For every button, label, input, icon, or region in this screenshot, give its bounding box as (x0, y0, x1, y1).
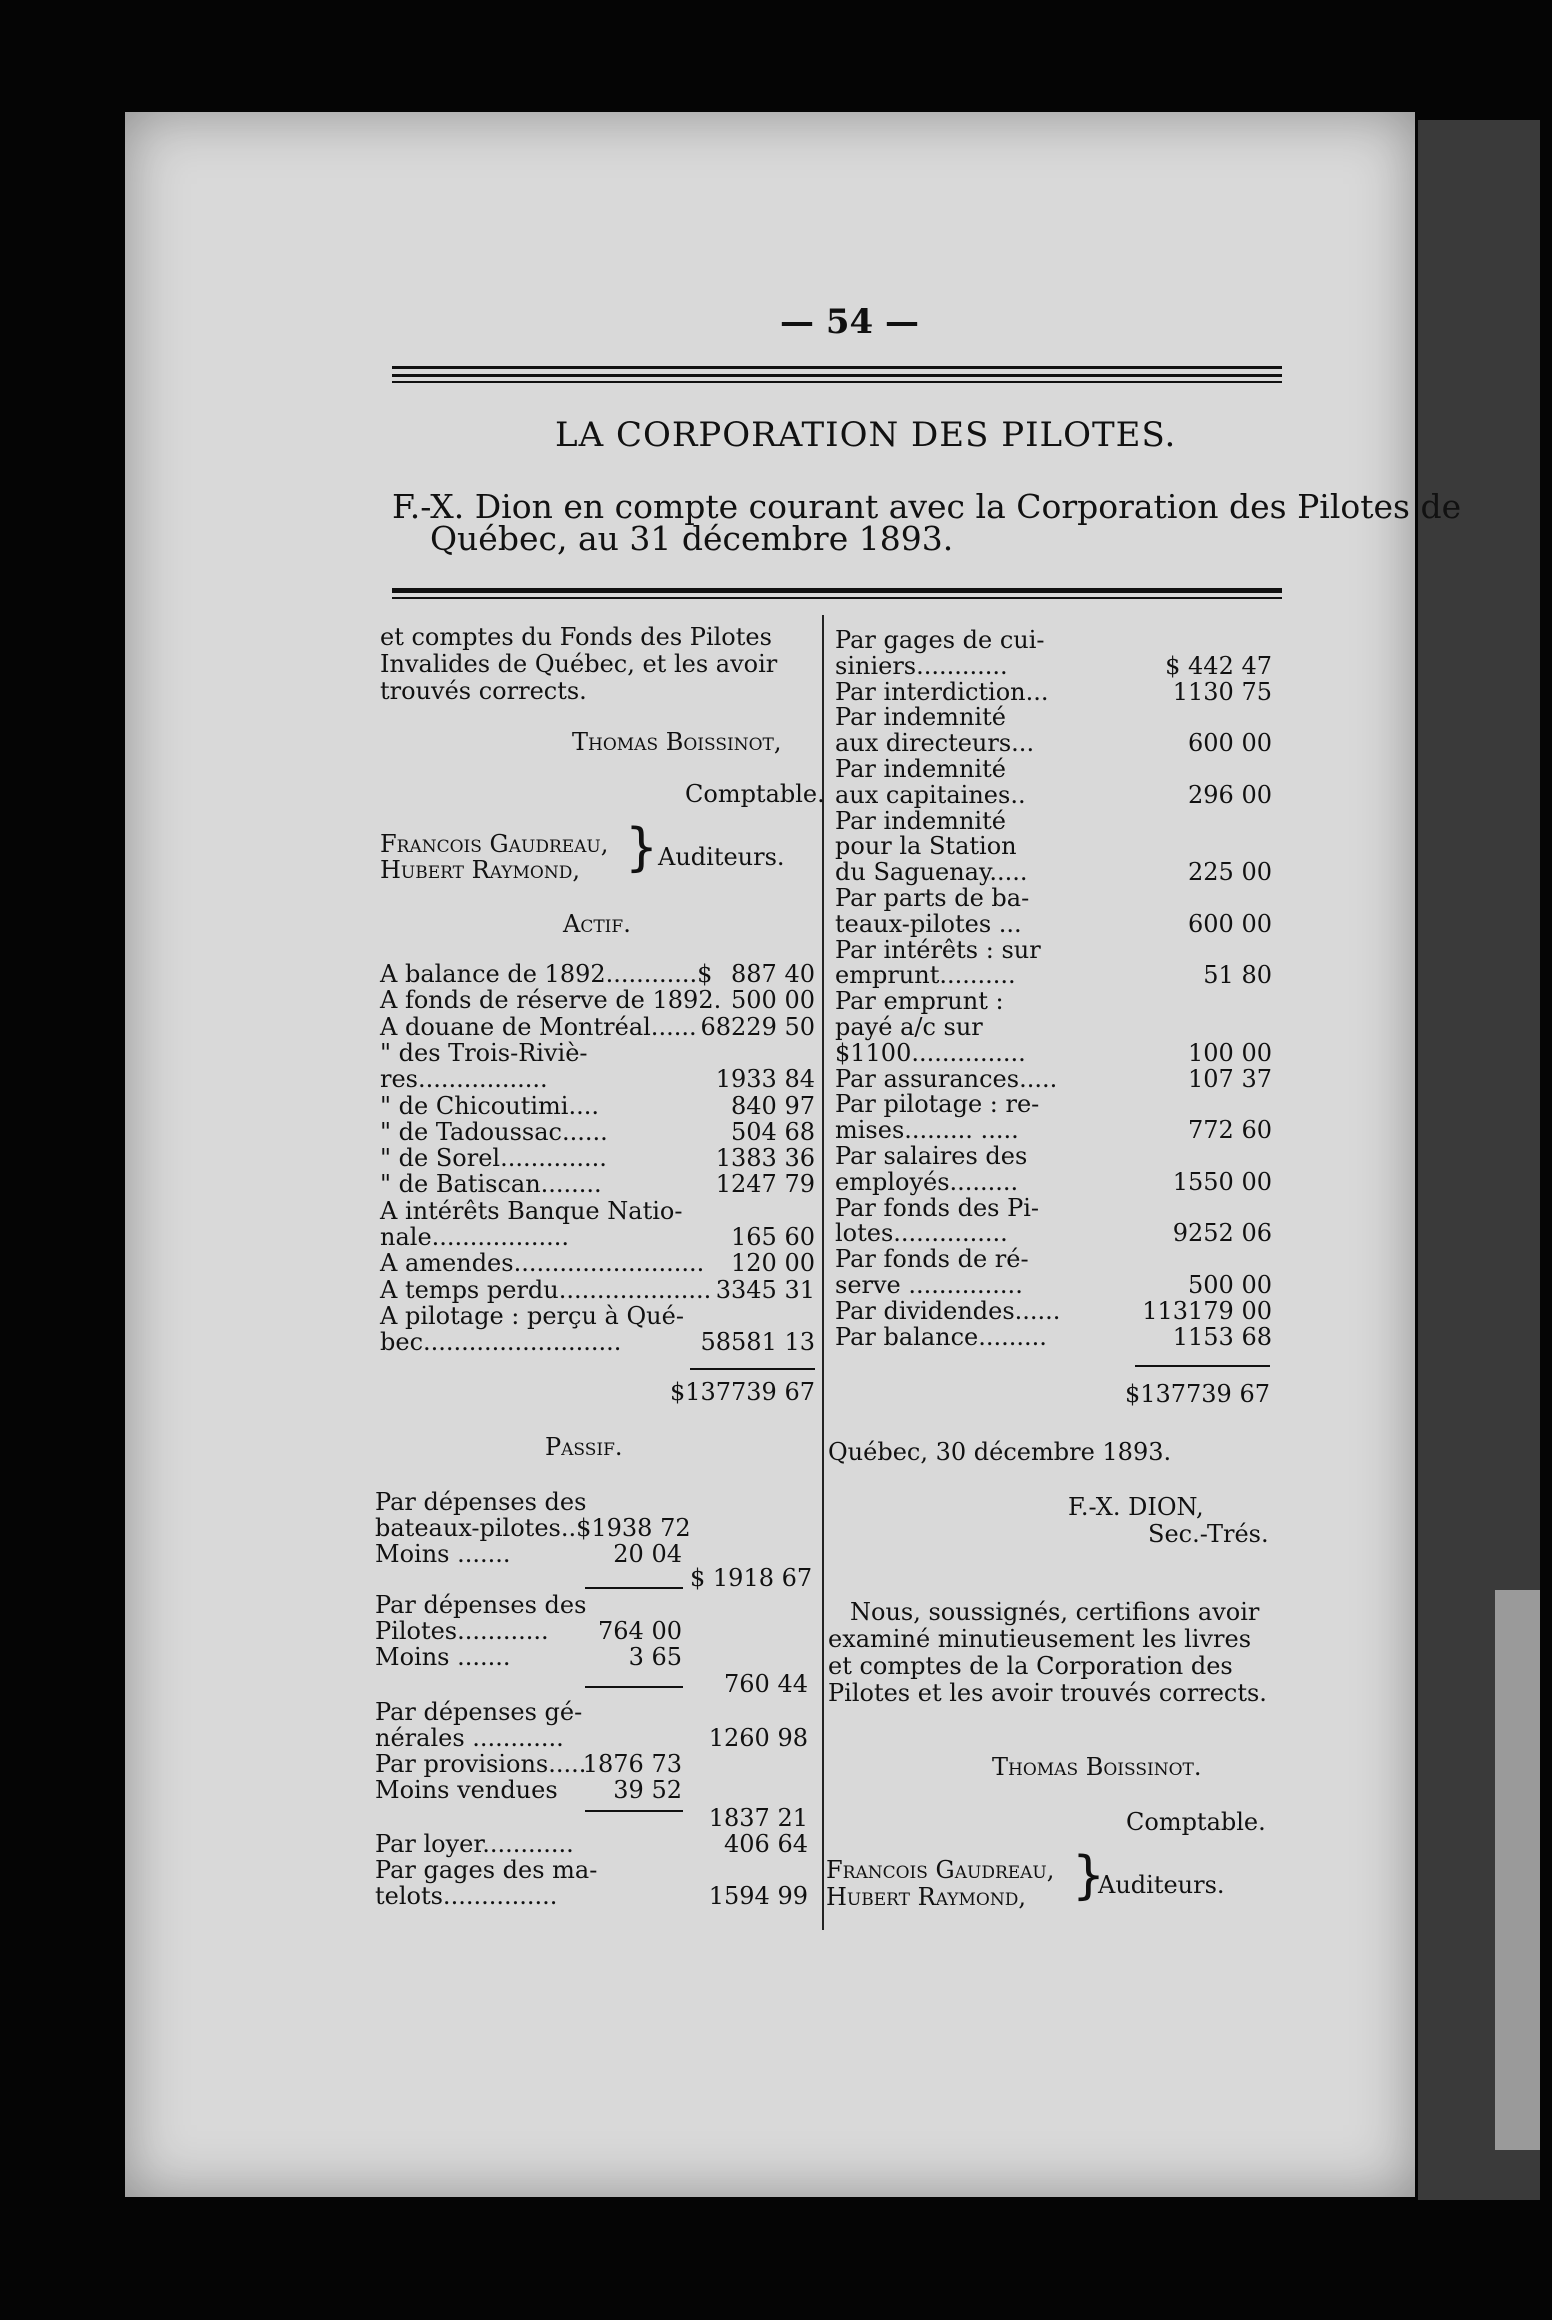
left-top-line-1: et comptes du Fonds des Pilotes (380, 623, 772, 651)
right-row-amount: 1153 68 (1172, 1322, 1272, 1351)
right-row-label: Par fonds des Pi- (835, 1193, 1040, 1222)
actif-total: $137739 67 (669, 1378, 815, 1406)
right-row-amount: 100 00 (1188, 1038, 1272, 1067)
top-rule-triple (392, 381, 1282, 383)
top-rule-double (392, 374, 1282, 377)
right-row-amount: 772 60 (1188, 1116, 1272, 1145)
passif-row-label: telots............... (375, 1882, 558, 1910)
right-row-label: Par dividendes...... (835, 1296, 1061, 1325)
page-number: — 54 — (780, 302, 919, 342)
passif-row-amount: $ 1918 67 (690, 1564, 813, 1592)
passif-row-label: Moins vendues (375, 1776, 558, 1804)
left-signer-role: Comptable. (685, 780, 825, 808)
right-row-label: Par indemnité (835, 703, 1006, 732)
left-auditor-role: Auditeurs. (658, 843, 785, 871)
actif-row-amount: 68229 50 (700, 1012, 815, 1041)
right-signer: F.-X. DION, (1068, 1493, 1204, 1521)
right-comptable: Thomas Boissinot. (992, 1753, 1202, 1781)
cert-line-2: examiné minutieusement les livres (828, 1625, 1252, 1653)
top-rule (392, 366, 1282, 369)
right-row-label: $1100............... (835, 1038, 1026, 1067)
passif-row-label: Par dépenses des (375, 1488, 587, 1516)
passif-row-amount: 1837 21 (708, 1804, 808, 1832)
actif-row-amount: 3345 31 (715, 1275, 815, 1304)
left-auditor-2: Hubert Raymond, (380, 856, 580, 884)
actif-row-label: bec.......................... (380, 1328, 622, 1357)
right-total-rule (1135, 1365, 1270, 1367)
actif-row-amount: 840 97 (731, 1091, 815, 1120)
right-signer-role: Sec.-Trés. (1148, 1520, 1269, 1548)
right-row-amount: $ 442 47 (1165, 651, 1272, 680)
actif-row-amount: 58581 13 (700, 1328, 815, 1357)
passif-row-amount: 1260 98 (708, 1724, 808, 1752)
right-row-label: aux directeurs... (835, 729, 1035, 758)
passif-heading: Passif. (545, 1433, 623, 1461)
right-row-amount: 51 80 (1203, 961, 1272, 990)
right-auditor-1: Francois Gaudreau, (826, 1856, 1055, 1884)
right-row-label: siniers............ (835, 651, 1008, 680)
heading-rule-thin (392, 597, 1282, 599)
actif-total-rule (690, 1368, 815, 1370)
actif-row-label: A temps perdu.................... (380, 1275, 712, 1304)
actif-row-label: A pilotage : perçu à Qué- (380, 1301, 684, 1330)
passif-subtotal-rule-2 (585, 1686, 683, 1688)
passif-row-subamount: 20 04 (613, 1540, 682, 1568)
right-row-label: aux capitaines.. (835, 780, 1026, 809)
passif-row-label: bateaux-pilotes..$1938 72 (375, 1514, 691, 1542)
left-auditor-brace: } (625, 818, 659, 878)
actif-row-label: res................. (380, 1065, 548, 1094)
actif-row-label: A fonds de réserve de 1892. (380, 986, 722, 1015)
passif-row-label: Pilotes............ (375, 1617, 549, 1645)
left-auditor-1: Francois Gaudreau, (380, 830, 609, 858)
actif-row-amount: 1247 79 (715, 1170, 815, 1199)
right-auditor-brace: } (1072, 1846, 1106, 1906)
passif-row-subamount: 3 65 (628, 1643, 682, 1671)
right-auditor-2: Hubert Raymond, (826, 1883, 1026, 1911)
cert-line-1: Nous, soussignés, certifions avoir (850, 1598, 1260, 1626)
actif-row-label: " des Trois-Riviè- (380, 1038, 588, 1067)
page-edge-tab (1495, 1590, 1540, 2150)
document-title: LA CORPORATION DES PILOTES. (555, 415, 1177, 455)
passif-row-amount: 760 44 (724, 1670, 808, 1698)
passif-row-subamount: 1876 73 (582, 1750, 682, 1778)
right-row-label: lotes............... (835, 1219, 1008, 1248)
actif-row-amount: 500 00 (731, 986, 815, 1015)
right-auditor-role: Auditeurs. (1098, 1871, 1225, 1899)
right-row-label: Par parts de ba- (835, 884, 1030, 912)
actif-row-label: A amendes......................... (380, 1249, 705, 1278)
actif-row-amount: 1933 84 (715, 1065, 815, 1094)
right-row-label: Par indemnité (835, 806, 1006, 835)
right-row-label: emprunt.......... (835, 961, 1016, 990)
right-row-label: teaux-pilotes ... (835, 909, 1022, 938)
right-comptable-role: Comptable. (1126, 1808, 1266, 1836)
right-row-label: Par pilotage : re- (835, 1090, 1040, 1119)
right-row-amount: 225 00 (1188, 858, 1272, 887)
right-row-amount: 9252 06 (1172, 1219, 1272, 1248)
passif-subtotal-rule-1 (585, 1587, 683, 1589)
right-row-label: Par emprunt : (835, 987, 1004, 1016)
right-row-amount: 500 00 (1188, 1271, 1272, 1299)
right-row-label: Par gages de cui- (835, 626, 1045, 654)
passif-row-label: Par loyer............ (375, 1830, 574, 1858)
actif-row-label: nale.................. (380, 1223, 569, 1251)
right-row-label: Par intérêts : sur (835, 935, 1041, 964)
right-row-amount: 1550 00 (1172, 1167, 1272, 1196)
actif-row-amount: 165 60 (731, 1223, 815, 1251)
heading-line-2: Québec, au 31 décembre 1893. (430, 519, 954, 558)
passif-row-label: Par provisions..... (375, 1750, 587, 1778)
actif-row-label: A intérêts Banque Natio- (380, 1196, 683, 1225)
passif-row-label: Par gages des ma- (375, 1856, 598, 1884)
right-row-amount: 107 37 (1188, 1064, 1272, 1093)
actif-row-amount: 120 00 (731, 1249, 815, 1278)
passif-row-label: Moins ....... (375, 1643, 511, 1671)
right-row-amount: 113179 00 (1142, 1296, 1272, 1325)
actif-row-amount: 887 40 (731, 960, 815, 988)
actif-row-amount: 1383 36 (715, 1144, 815, 1173)
left-top-line-2: Invalides de Québec, et les avoir (380, 650, 778, 678)
left-top-line-3: trouvés corrects. (380, 677, 587, 705)
passif-row-label: Par dépenses des (375, 1591, 587, 1619)
passif-row-subamount: 764 00 (598, 1617, 682, 1645)
right-row-label: Par assurances..... (835, 1064, 1058, 1093)
right-row-label: Par balance......... (835, 1322, 1047, 1351)
right-date: Québec, 30 décembre 1893. (828, 1438, 1172, 1466)
right-row-label: Par fonds de ré- (835, 1245, 1029, 1274)
actif-row-label: A douane de Montréal...... (380, 1012, 697, 1041)
right-row-label: payé a/c sur (835, 1013, 983, 1041)
right-row-label: Par indemnité (835, 755, 1006, 783)
actif-heading: Actif. (563, 910, 631, 938)
passif-row-label: Par dépenses gé- (375, 1698, 583, 1726)
right-row-label: serve ............... (835, 1271, 1023, 1299)
cert-line-3: et comptes de la Corporation des (828, 1652, 1233, 1680)
right-row-amount: 600 00 (1188, 909, 1272, 938)
column-divider (822, 615, 824, 1930)
passif-row-amount: 1594 99 (708, 1882, 808, 1910)
passif-row-amount: 406 64 (724, 1830, 808, 1858)
passif-row-label: nérales ............ (375, 1724, 564, 1752)
right-row-label: Par salaires des (835, 1142, 1028, 1170)
right-row-amount: 1130 75 (1172, 677, 1272, 706)
actif-row-label: " de Batiscan........ (380, 1170, 602, 1199)
heading-line-1: F.-X. Dion en compte courant avec la Corporation des Pilotes de (392, 487, 1462, 526)
passif-row-label: Moins ....... (375, 1540, 511, 1568)
actif-row-label: " de Sorel.............. (380, 1144, 607, 1173)
right-row-label: employés......... (835, 1167, 1019, 1196)
cert-line-4: Pilotes et les avoir trouvés corrects. (828, 1679, 1267, 1707)
passif-subtotal-rule-3 (585, 1810, 683, 1812)
passif-row-subamount: 39 52 (613, 1776, 682, 1804)
right-row-label: mises......... ..... (835, 1116, 1019, 1145)
right-row-amount: 600 00 (1188, 729, 1272, 758)
right-row-label: du Saguenay..... (835, 858, 1028, 887)
actif-row-label: A balance de 1892............$ (380, 960, 713, 988)
actif-row-label: " de Tadoussac...... (380, 1117, 608, 1146)
right-row-amount: 296 00 (1188, 780, 1272, 809)
left-signer: Thomas Boissinot, (572, 728, 782, 756)
right-row-label: pour la Station (835, 832, 1017, 861)
right-total: $137739 67 (1124, 1380, 1270, 1408)
actif-row-amount: 504 68 (731, 1117, 815, 1146)
right-row-label: Par interdiction... (835, 677, 1049, 706)
actif-row-label: " de Chicoutimi.... (380, 1091, 599, 1120)
heading-rule (392, 588, 1282, 593)
